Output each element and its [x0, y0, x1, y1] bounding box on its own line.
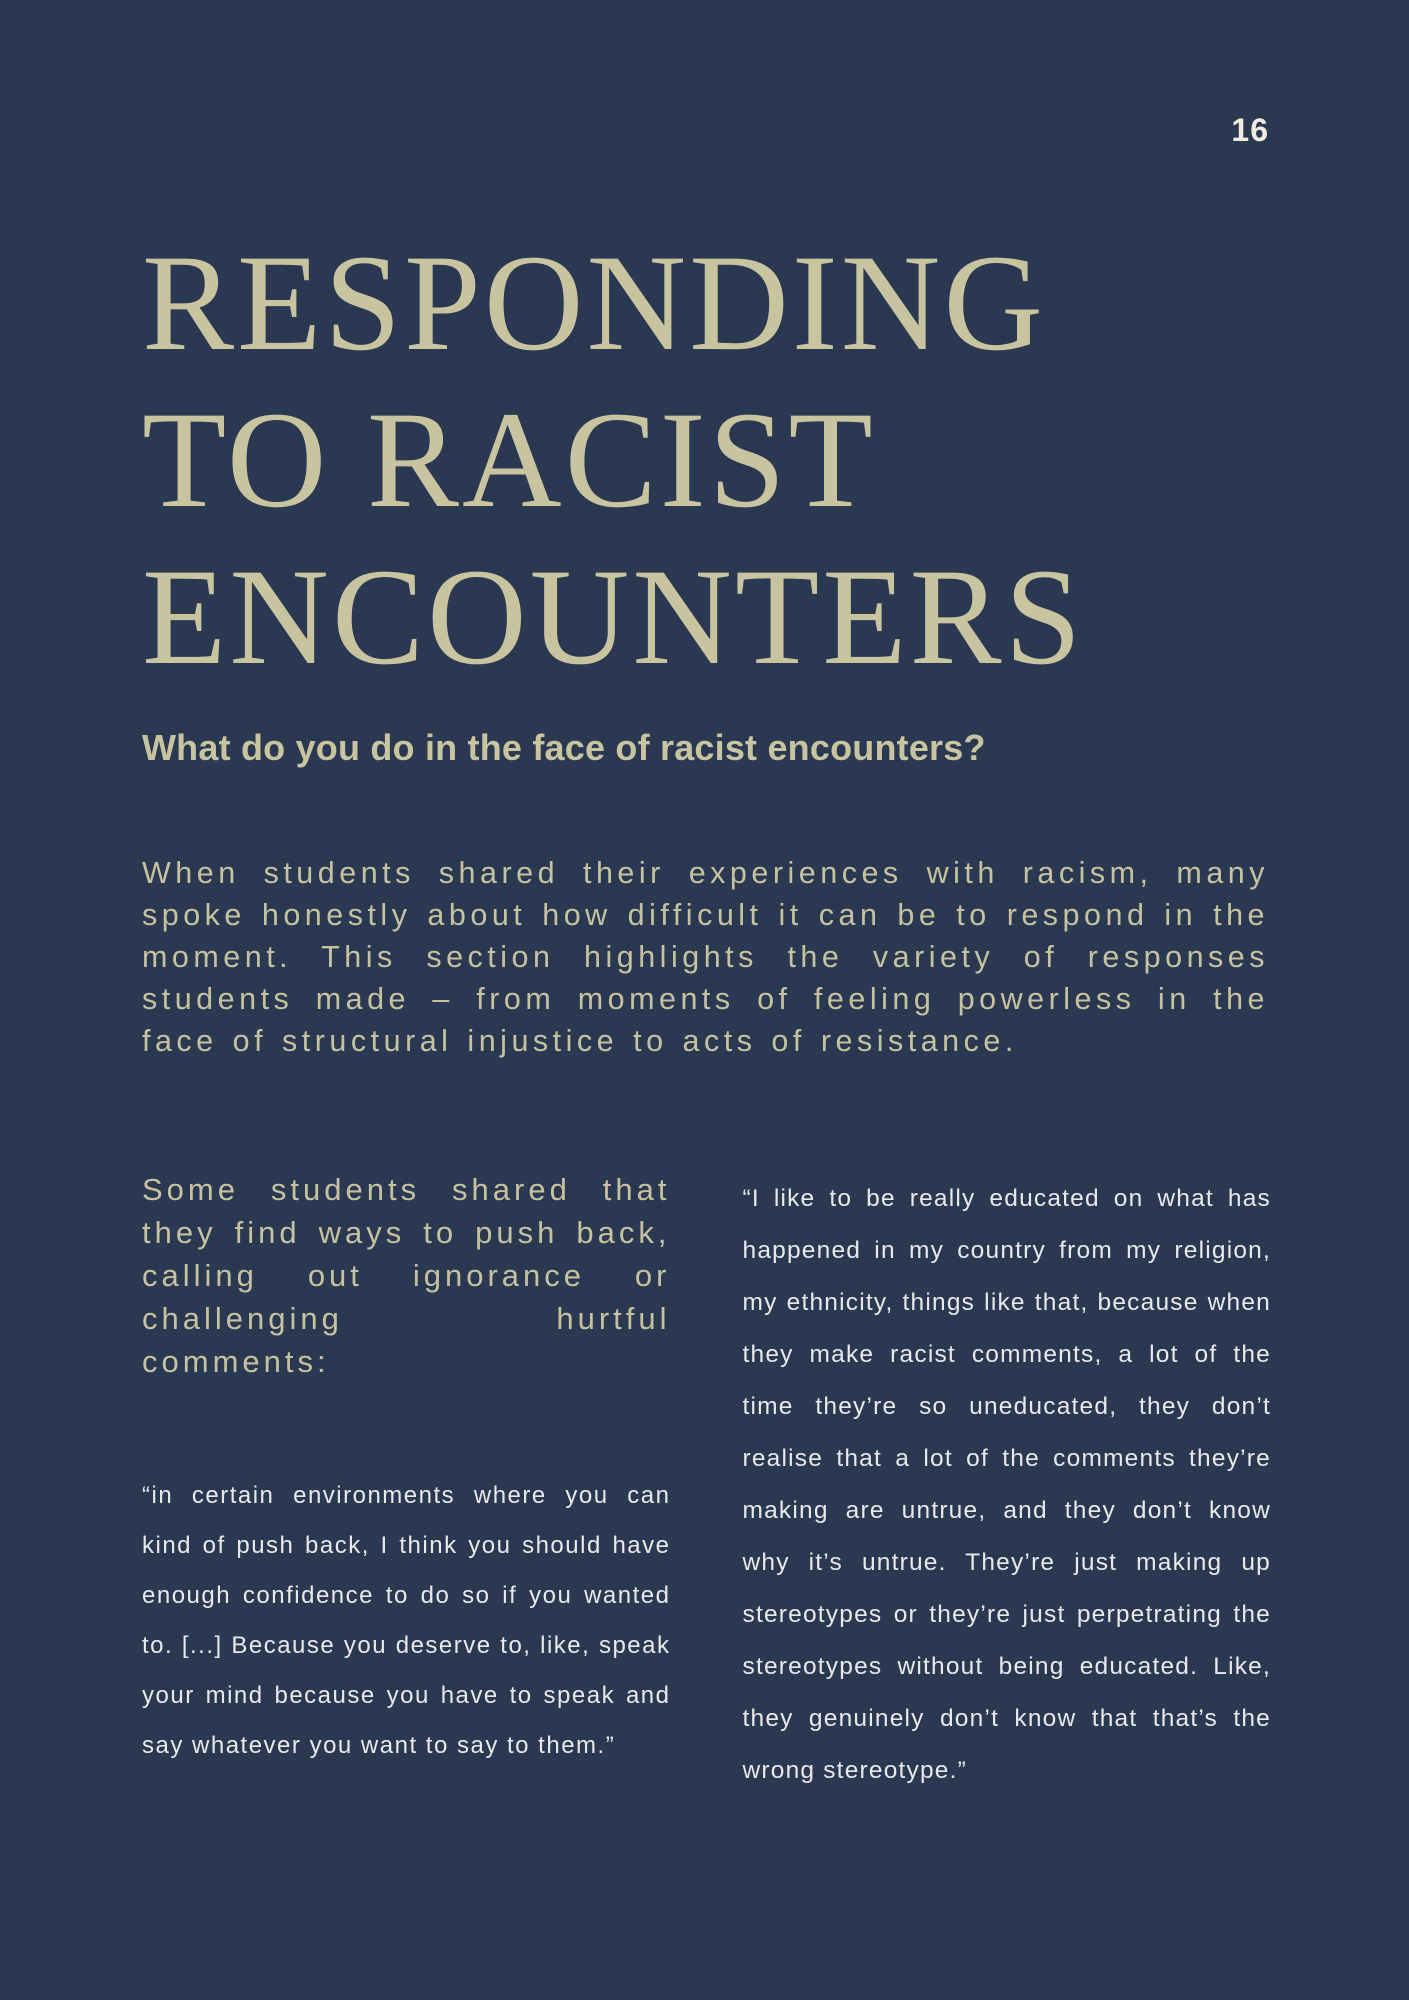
- right-column: [743, 1168, 1272, 1797]
- title-line-2: TO RACIST: [142, 383, 876, 536]
- title-line-1: RESPONDING: [142, 226, 1047, 379]
- title-line-3: ENCOUNTERS: [142, 540, 1085, 693]
- left-column: [142, 1168, 671, 1797]
- student-quote-right: “I like to be really educated on what has happened in my country from my religion, my ethnicity, things like that, because when they make racist comments, a lot of the time they’re so uneducated, they don’t realise that a lot of the comments they’re making are untrue, and they don’t know why it’s untrue. They’re just making up stereotypes or they’re just perpetrating the stereotypes without being educated. Like, they genuinely don’t know that that’s the wrong stereotype.”: [742, 1185, 1271, 1784]
- student-quote-left: “in certain environments where you can kind of push back, I think you should have enough confidence to do so if you wanted to. [...] Because you deserve to, like, speak your mind because you have to speak and say whatever you want to say to them.”: [142, 1482, 671, 1759]
- page-number: 16: [1231, 112, 1269, 148]
- left-column-lead: Some students shared that they find ways to push back, calling out ignorance or challenging hurtful comments:: [142, 1172, 671, 1379]
- two-column-section: [142, 1168, 1271, 1797]
- intro-paragraph: When students shared their experiences with racism, many spoke honestly about how difficult it can be to respond in the moment. This section highlights the variety of responses students made – from moments of feeling powerless in the face of structural injustice to acts of resistance.: [142, 856, 1269, 1058]
- section-subtitle: What do you do in the face of racist encounters?: [142, 727, 986, 768]
- page-title: [142, 224, 1289, 695]
